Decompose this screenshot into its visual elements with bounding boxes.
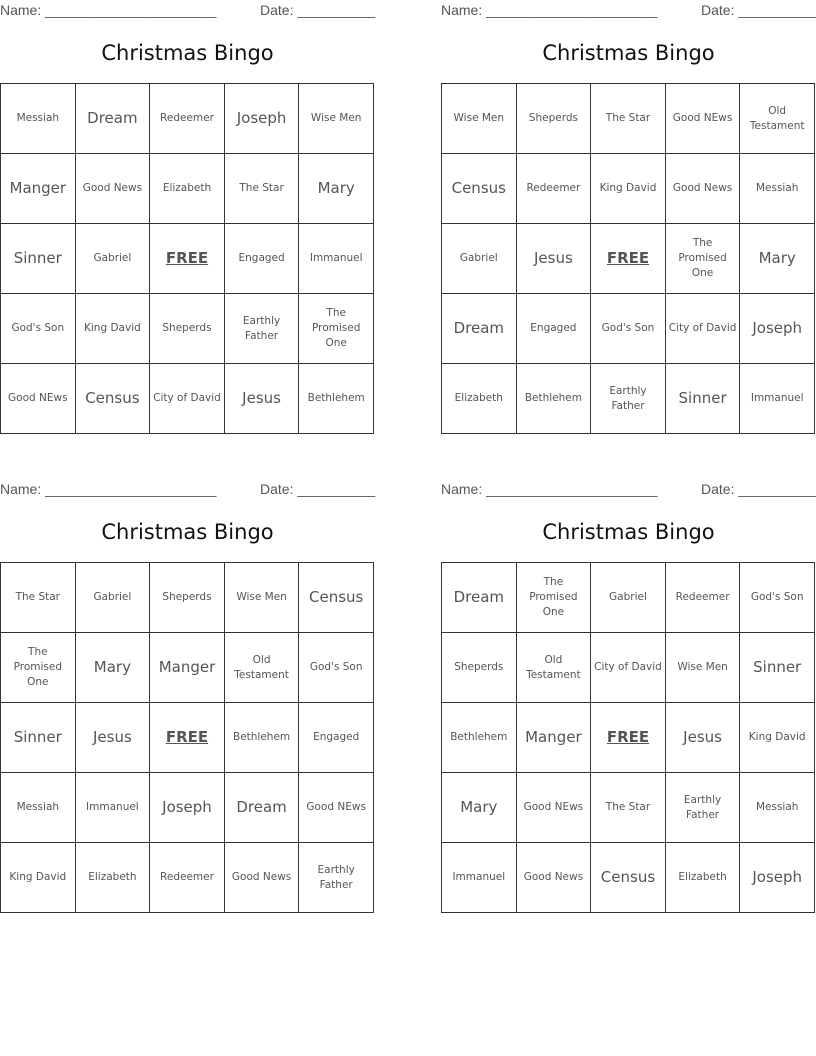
card-title: Christmas Bingo bbox=[542, 41, 715, 65]
grid-row bbox=[1, 843, 374, 913]
grid-row bbox=[442, 84, 815, 154]
bingo-cell: Sheperds bbox=[150, 294, 225, 364]
bingo-cell: City of David bbox=[591, 633, 666, 703]
card-title: Christmas Bingo bbox=[101, 520, 274, 544]
bingo-cell: Messiah bbox=[740, 154, 815, 224]
bingo-grid bbox=[441, 562, 815, 913]
bingo-cell: Immanuel bbox=[442, 843, 517, 913]
bingo-cell: Good News bbox=[516, 843, 591, 913]
bingo-cell: Wise Men bbox=[299, 84, 374, 154]
bingo-cell: The Promised One bbox=[299, 294, 374, 364]
card-title: Christmas Bingo bbox=[542, 520, 715, 544]
bingo-cell: City of David bbox=[665, 294, 740, 364]
bingo-cell: Jesus bbox=[516, 224, 591, 294]
bingo-grid bbox=[0, 83, 374, 434]
bingo-cell: Messiah bbox=[740, 773, 815, 843]
grid-row bbox=[442, 154, 815, 224]
date-field-label: Date: __________ bbox=[701, 481, 816, 497]
bingo-cell: Good NEws bbox=[516, 773, 591, 843]
bingo-cell: King David bbox=[591, 154, 666, 224]
grid-row bbox=[442, 633, 815, 703]
grid-row bbox=[1, 563, 374, 633]
bingo-cell: Census bbox=[591, 843, 666, 913]
bingo-cell: Messiah bbox=[1, 84, 76, 154]
free-space-cell: FREE bbox=[591, 224, 666, 294]
bingo-cell: Good NEws bbox=[665, 84, 740, 154]
card-header bbox=[0, 0, 375, 22]
bingo-cell: Bethlehem bbox=[224, 703, 299, 773]
bingo-cell: Earthly Father bbox=[591, 364, 666, 434]
grid-row bbox=[1, 294, 374, 364]
grid-row bbox=[1, 633, 374, 703]
bingo-cell: Sheperds bbox=[516, 84, 591, 154]
bingo-cell: Manger bbox=[516, 703, 591, 773]
grid-row bbox=[442, 843, 815, 913]
card-header bbox=[0, 479, 375, 501]
bingo-cell: God's Son bbox=[299, 633, 374, 703]
bingo-cell: Dream bbox=[442, 563, 517, 633]
grid-row bbox=[1, 364, 374, 434]
bingo-card-4 bbox=[441, 479, 816, 913]
bingo-cell: Bethlehem bbox=[442, 703, 517, 773]
grid-row bbox=[1, 703, 374, 773]
bingo-cell: Dream bbox=[75, 84, 150, 154]
bingo-cell: Dream bbox=[442, 294, 517, 364]
bingo-cell: Mary bbox=[75, 633, 150, 703]
grid-row bbox=[1, 224, 374, 294]
grid-row bbox=[442, 773, 815, 843]
grid-row bbox=[1, 154, 374, 224]
grid-row bbox=[442, 563, 815, 633]
name-field-label: Name: ______________________ bbox=[0, 2, 217, 18]
bingo-cell: The Star bbox=[1, 563, 76, 633]
bingo-cell: Bethlehem bbox=[516, 364, 591, 434]
bingo-cell: Jesus bbox=[75, 703, 150, 773]
bingo-cell: Mary bbox=[442, 773, 517, 843]
bingo-cell: Sheperds bbox=[150, 563, 225, 633]
bingo-cell: Sinner bbox=[665, 364, 740, 434]
bingo-cell: Joseph bbox=[224, 84, 299, 154]
bingo-card-2 bbox=[441, 0, 816, 434]
bingo-cell: Redeemer bbox=[150, 843, 225, 913]
bingo-cell: Redeemer bbox=[150, 84, 225, 154]
bingo-cell: Old Testament bbox=[224, 633, 299, 703]
bingo-cell: Joseph bbox=[740, 294, 815, 364]
bingo-cell: Elizabeth bbox=[150, 154, 225, 224]
name-field-label: Name: ______________________ bbox=[441, 481, 658, 497]
bingo-cell: Old Testament bbox=[516, 633, 591, 703]
bingo-cell: Gabriel bbox=[591, 563, 666, 633]
free-space-cell: FREE bbox=[591, 703, 666, 773]
bingo-cell: Good News bbox=[224, 843, 299, 913]
bingo-cell: God's Son bbox=[591, 294, 666, 364]
bingo-cell: King David bbox=[1, 843, 76, 913]
free-space-cell: FREE bbox=[150, 224, 225, 294]
bingo-cell: Earthly Father bbox=[665, 773, 740, 843]
grid-row bbox=[442, 294, 815, 364]
bingo-cell: The Star bbox=[591, 84, 666, 154]
bingo-cell: Dream bbox=[224, 773, 299, 843]
free-space-cell: FREE bbox=[150, 703, 225, 773]
bingo-cell: God's Son bbox=[740, 563, 815, 633]
bingo-cell: Census bbox=[442, 154, 517, 224]
bingo-cell: Elizabeth bbox=[665, 843, 740, 913]
bingo-cell: King David bbox=[75, 294, 150, 364]
bingo-cell: Joseph bbox=[150, 773, 225, 843]
bingo-cell: Census bbox=[75, 364, 150, 434]
bingo-cell: Joseph bbox=[740, 843, 815, 913]
bingo-cell: Immanuel bbox=[75, 773, 150, 843]
bingo-cell: Good NEws bbox=[1, 364, 76, 434]
bingo-cell: Elizabeth bbox=[75, 843, 150, 913]
bingo-cell: Elizabeth bbox=[442, 364, 517, 434]
bingo-cell: The Star bbox=[591, 773, 666, 843]
bingo-cell: Earthly Father bbox=[224, 294, 299, 364]
bingo-card-3 bbox=[0, 479, 375, 913]
bingo-grid bbox=[0, 562, 374, 913]
bingo-cell: Manger bbox=[1, 154, 76, 224]
bingo-cell: Gabriel bbox=[75, 224, 150, 294]
bingo-cell: Wise Men bbox=[665, 633, 740, 703]
bingo-cell: Manger bbox=[150, 633, 225, 703]
name-field-label: Name: ______________________ bbox=[0, 481, 217, 497]
grid-row bbox=[1, 84, 374, 154]
grid-row bbox=[442, 703, 815, 773]
bingo-cell: Redeemer bbox=[516, 154, 591, 224]
bingo-cell: Messiah bbox=[1, 773, 76, 843]
bingo-cell: Mary bbox=[299, 154, 374, 224]
date-field-label: Date: __________ bbox=[260, 2, 376, 18]
bingo-cell: Engaged bbox=[516, 294, 591, 364]
bingo-cell: Sinner bbox=[1, 224, 76, 294]
bingo-grid bbox=[441, 83, 815, 434]
bingo-cell: The Promised One bbox=[665, 224, 740, 294]
bingo-cell: Good News bbox=[75, 154, 150, 224]
bingo-cell: Engaged bbox=[299, 703, 374, 773]
bingo-cell: The Promised One bbox=[516, 563, 591, 633]
card-title: Christmas Bingo bbox=[101, 41, 274, 65]
bingo-cell: Bethlehem bbox=[299, 364, 374, 434]
bingo-cell: The Star bbox=[224, 154, 299, 224]
bingo-cell: Sinner bbox=[740, 633, 815, 703]
bingo-cell: Good News bbox=[665, 154, 740, 224]
bingo-cell: Wise Men bbox=[224, 563, 299, 633]
bingo-cell: Gabriel bbox=[75, 563, 150, 633]
grid-row bbox=[442, 364, 815, 434]
bingo-cell: God's Son bbox=[1, 294, 76, 364]
bingo-cell: City of David bbox=[150, 364, 225, 434]
bingo-cell: The Promised One bbox=[1, 633, 76, 703]
bingo-cell: Good NEws bbox=[299, 773, 374, 843]
bingo-cell: King David bbox=[740, 703, 815, 773]
card-header bbox=[441, 479, 816, 501]
bingo-cell: Earthly Father bbox=[299, 843, 374, 913]
grid-row bbox=[1, 773, 374, 843]
bingo-cell: Census bbox=[299, 563, 374, 633]
bingo-cell: Redeemer bbox=[665, 563, 740, 633]
bingo-cell: Immanuel bbox=[740, 364, 815, 434]
card-header bbox=[441, 0, 816, 22]
date-field-label: Date: __________ bbox=[260, 481, 376, 497]
bingo-cell: Mary bbox=[740, 224, 815, 294]
date-field-label: Date: __________ bbox=[701, 2, 816, 18]
bingo-card-1 bbox=[0, 0, 375, 434]
bingo-cell: Gabriel bbox=[442, 224, 517, 294]
bingo-cell: Immanuel bbox=[299, 224, 374, 294]
bingo-cell: Engaged bbox=[224, 224, 299, 294]
bingo-cell: Old Testament bbox=[740, 84, 815, 154]
bingo-cell: Wise Men bbox=[442, 84, 517, 154]
bingo-cell: Sheperds bbox=[442, 633, 517, 703]
grid-row bbox=[442, 224, 815, 294]
bingo-cell: Jesus bbox=[665, 703, 740, 773]
bingo-cell: Jesus bbox=[224, 364, 299, 434]
bingo-cell: Sinner bbox=[1, 703, 76, 773]
name-field-label: Name: ______________________ bbox=[441, 2, 658, 18]
